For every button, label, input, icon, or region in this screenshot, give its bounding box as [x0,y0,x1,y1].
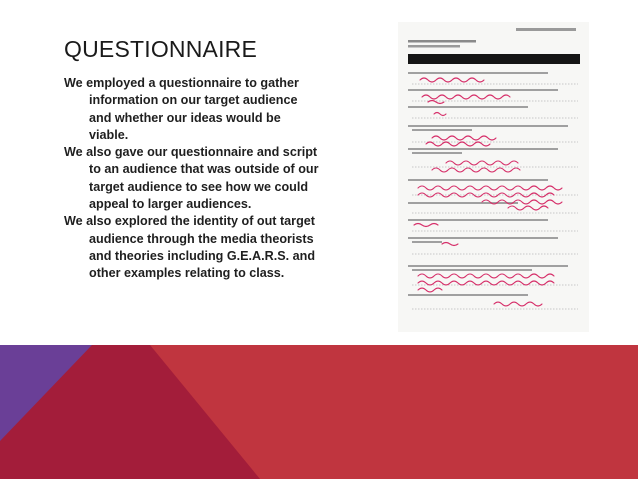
questionnaire-scan-drawing [398,22,589,332]
slide-title: QUESTIONNAIRE [64,36,258,62]
slide-body [64,75,322,283]
body-paragraph-1: We employed a questionnaire to gather information on our target audience and whether our ideas would be viable. [64,76,299,142]
decorative-band-shapes [0,345,638,479]
decorative-bottom-band [0,345,638,479]
body-paragraph-3: We also explored the identity of out target audience through the media theorists and theories including G.E.A.R.S. and other examples relating to class. [64,214,316,281]
questionnaire-scan-image [398,22,589,332]
body-paragraph-2: We also gave our questionnaire and script to an audience that was outside of our target audience to see how we could appeal to larger audiences. [64,145,319,212]
